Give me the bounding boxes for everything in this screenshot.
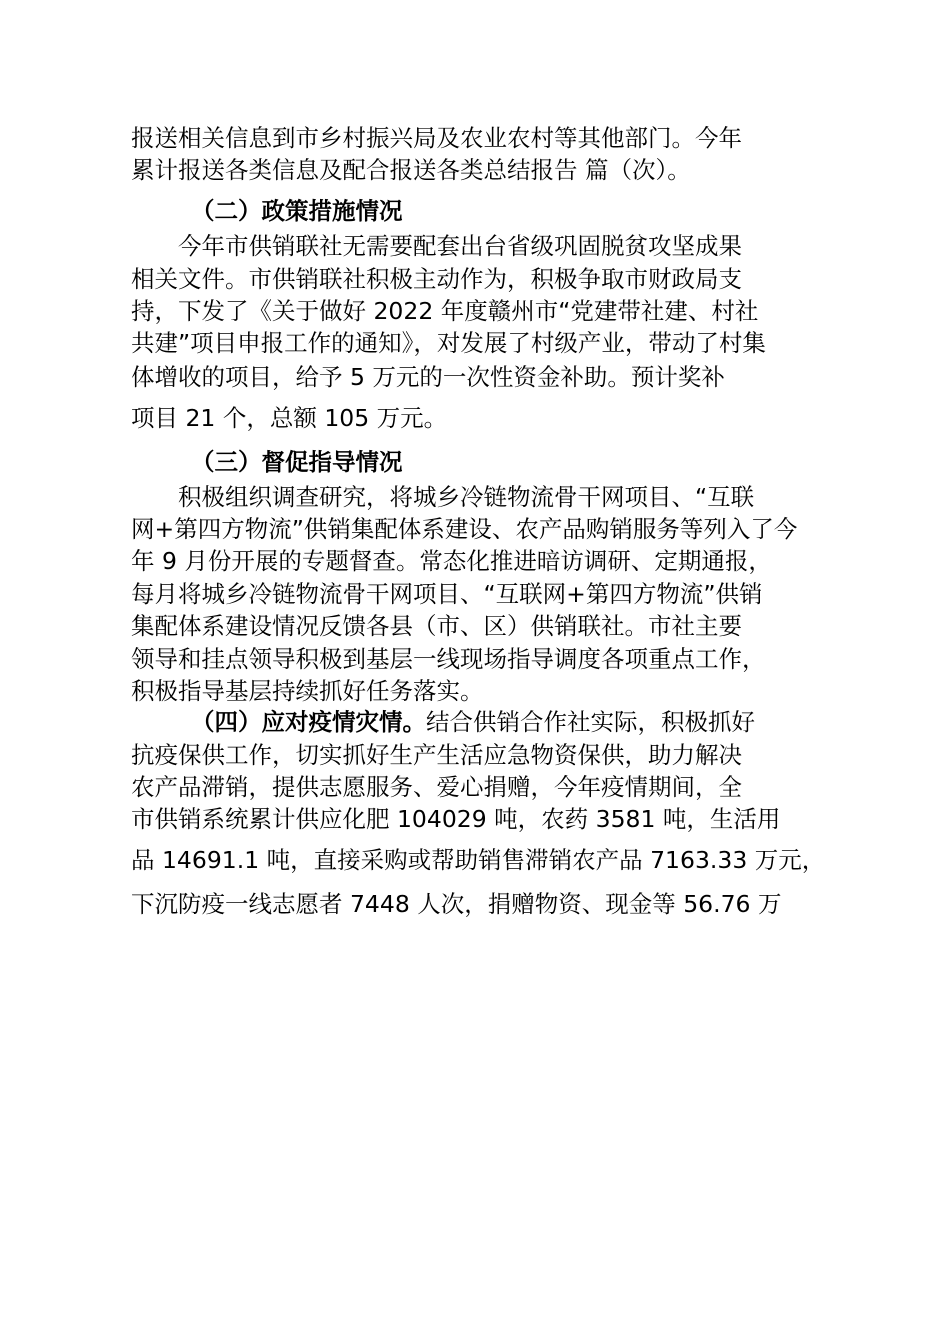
- body-text-line: 累计报送各类信息及配合报送各类总结报告 篇（次）。: [131, 156, 691, 184]
- body-text-line: 下沉防疫一线志愿者 7448 人次，捐赠物资、现金等 56.76 万: [131, 890, 782, 918]
- section-heading-policy: （二）政策措施情况: [191, 197, 403, 225]
- body-text-line: 今年市供销联社无需要配套出台省级巩固脱贫攻坚成果: [178, 232, 742, 260]
- body-text-inline: 结合供销合作社实际，积极抓好: [426, 708, 755, 736]
- body-text-line: 体增收的项目，给予 5 万元的一次性资金补助。预计奖补: [131, 363, 725, 391]
- body-text-line: 相关文件。市供销联社积极主动作为，积极争取市财政局支: [131, 265, 742, 293]
- body-text-line: 网+第四方物流”供销集配体系建设、农产品购销服务等列入了今: [131, 515, 798, 543]
- body-text-line: 共建”项目申报工作的通知》，对发展了村级产业，带动了村集: [131, 329, 766, 357]
- body-text-line: 积极组织调查研究，将城乡冷链物流骨干网项目、“互联: [178, 483, 755, 511]
- body-text-line: 市供销系统累计供应化肥 104029 吨，农药 3581 吨，生活用: [131, 805, 781, 833]
- body-text-line: 项目 21 个，总额 105 万元。: [131, 404, 448, 432]
- body-text-line: 年 9 月份开展的专题督查。常态化推进暗访调研、定期通报，: [131, 547, 772, 575]
- body-text-line: 积极指导基层持续抓好任务落实。: [131, 677, 484, 705]
- body-text-line: 集配体系建设情况反馈各县（市、区）供销联社。市社主要: [131, 612, 742, 640]
- body-text-line: 农产品滞销，提供志愿服务、爱心捐赠，今年疫情期间，全: [131, 773, 742, 801]
- section-heading-supervision: （三）督促指导情况: [191, 448, 403, 476]
- body-text-line: 领导和挂点领导积极到基层一线现场指导调度各项重点工作，: [131, 645, 766, 673]
- section-heading-epidemic: （四）应对疫情灾情。: [191, 708, 426, 736]
- body-text-line: 持，下发了《关于做好 2022 年度赣州市“党建带社建、村社: [131, 297, 759, 325]
- body-text-line: 抗疫保供工作，切实抓好生产生活应急物资保供，助力解决: [131, 741, 742, 769]
- body-text-line: 品 14691.1 吨，直接采购或帮助销售滞销农产品 7163.33 万元，: [131, 846, 826, 874]
- body-text-line: 每月将城乡冷链物流骨干网项目、“互联网+第四方物流”供销: [131, 580, 763, 608]
- body-text-line: 报送相关信息到市乡村振兴局及农业农村等其他部门。今年: [131, 124, 742, 152]
- body-text-line: [191, 707, 755, 738]
